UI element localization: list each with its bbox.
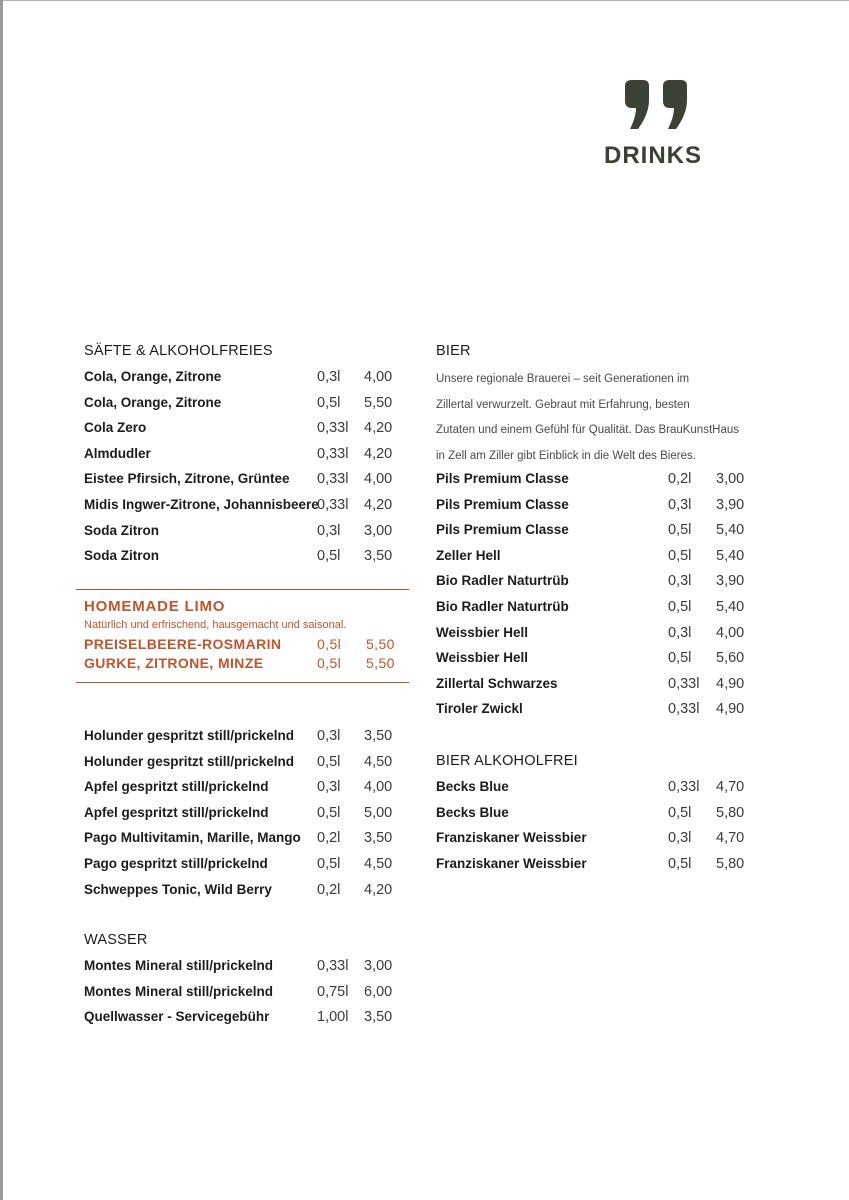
menu-item-size: 0,2l (668, 471, 692, 487)
limo-item (84, 655, 404, 674)
menu-item (436, 469, 766, 495)
limo-item-name: GURKE, ZITRONE, MINZE (84, 655, 264, 671)
bier-intro-line: Zillertal verwurzelt. Gebraut mit Erfahrung, besten (436, 398, 690, 411)
menu-item (436, 520, 766, 546)
menu-item (84, 546, 409, 572)
homemade-limo-box (76, 589, 409, 683)
menu-item (84, 1007, 409, 1033)
menu-item-name: Montes Mineral still/prickelnd (84, 983, 274, 999)
menu-item-price: 4,00 (364, 471, 393, 488)
menu-item-name: Zeller Hell (436, 547, 501, 563)
menu-item-name: Midis Ingwer-Zitrone, Johannisbeere (84, 496, 319, 512)
menu-item-price: 3,00 (364, 958, 393, 974)
menu-item-size: 0,5l (668, 855, 692, 872)
menu-item-name: Pils Premium Classe (436, 522, 569, 538)
menu-item-size: 0,33l (317, 958, 349, 974)
menu-item-size: 0,3l (317, 369, 341, 385)
limo-item-size: 0,5l (317, 655, 342, 671)
menu-item-size: 0,3l (668, 496, 692, 513)
menu-item-name: Cola, Orange, Zitrone (84, 394, 222, 410)
menu-item-name: Franziskaner Weissbier (436, 855, 587, 871)
menu-item-name: Weissbier Hell (436, 624, 529, 640)
menu-item-name: Zillertal Schwarzes (436, 675, 558, 691)
menu-item-name: Weissbier Hell (436, 650, 529, 666)
menu-item-price: 4,00 (716, 624, 745, 641)
menu-item-size: 0,3l (317, 728, 341, 744)
menu-item-name: Cola, Orange, Zitrone (84, 369, 222, 384)
bier-intro-line: Zutaten und einem Gefühl für Qualität. Das BrauKunstHaus (436, 424, 739, 436)
menu-item-price: 5,40 (716, 547, 745, 564)
menu-item-name: Pago gespritzt still/prickelnd (84, 855, 268, 871)
menu-item-size: 0,5l (317, 753, 341, 770)
menu-item-price: 3,50 (364, 1009, 393, 1026)
gespritzt-list (84, 726, 409, 905)
menu-item (84, 880, 409, 906)
menu-item-size: 0,5l (668, 804, 692, 821)
menu-item-size: 0,2l (317, 830, 341, 847)
quote-icon (621, 80, 693, 130)
menu-item (436, 854, 766, 880)
gespritzt-column (84, 726, 409, 905)
menu-item-name: Soda Zitron (84, 548, 159, 564)
limo-item-price: 5,50 (366, 655, 395, 671)
bier-intro-line: in Zell am Ziller gibt Einblick in die Welt des Bieres. (436, 449, 696, 462)
menu-item (436, 699, 766, 725)
menu-item (436, 674, 766, 700)
menu-item (84, 444, 409, 470)
menu-item (436, 777, 766, 803)
page-border-left (0, 0, 3, 1200)
menu-item-name: Cola Zero (84, 420, 147, 436)
menu-item-size: 0,5l (317, 804, 341, 821)
menu-item-size: 0,3l (668, 830, 692, 847)
menu-item-size: 0,3l (668, 624, 692, 641)
menu-item (84, 521, 409, 547)
menu-item-size: 0,3l (317, 522, 341, 539)
menu-item-name: Apfel gespritzt still/prickelnd (84, 779, 269, 795)
section-title-wasser: WASSER (84, 932, 148, 948)
menu-item-price: 4,00 (364, 369, 393, 385)
menu-item-price: 5,00 (364, 804, 393, 821)
menu-item-name: Holunder gespritzt still/prickelnd (84, 753, 295, 769)
menu-item-price: 4,20 (364, 445, 393, 462)
menu-item (436, 648, 766, 674)
menu-item (84, 828, 409, 854)
menu-item-price: 4,00 (364, 779, 393, 796)
menu-item-name: Apfel gespritzt still/prickelnd (84, 804, 269, 820)
saefte-list (84, 367, 409, 572)
menu-item-name: Bio Radler Naturtrüb (436, 598, 569, 614)
menu-item-price: 5,80 (716, 855, 745, 872)
menu-item-name: Schweppes Tonic, Wild Berry (84, 881, 272, 897)
menu-item (436, 495, 766, 521)
menu-item (84, 956, 409, 982)
menu-item (84, 367, 409, 393)
menu-item-size: 0,5l (668, 650, 692, 667)
menu-item-price: 4,20 (364, 881, 393, 898)
limo-item (84, 636, 404, 655)
section-title-bier-alkoholfrei: BIER ALKOHOLFREI (436, 753, 578, 769)
menu-item-price: 4,70 (716, 830, 745, 847)
menu-item-name: Becks Blue (436, 804, 509, 820)
wasser-list (84, 956, 409, 1033)
menu-item-price: 5,40 (716, 598, 745, 615)
menu-item-price: 4,90 (716, 701, 745, 718)
menu-item-price: 3,50 (364, 830, 393, 847)
menu-item-size: 0,5l (317, 394, 341, 411)
menu-item-price: 3,00 (716, 471, 745, 487)
menu-item-name: Montes Mineral still/prickelnd (84, 958, 274, 973)
menu-item-size: 0,33l (668, 779, 700, 795)
menu-item-size: 0,5l (668, 522, 692, 539)
menu-item (436, 571, 766, 597)
menu-item-name: Franziskaner Weissbier (436, 830, 587, 846)
menu-item (436, 597, 766, 623)
section-title-bier: BIER (436, 343, 471, 359)
menu-item-size: 0,33l (317, 496, 349, 513)
bier-alkoholfrei-column (436, 751, 766, 879)
menu-item-name: Almdudler (84, 445, 151, 461)
menu-item-price: 3,00 (364, 522, 393, 539)
menu-item (436, 803, 766, 829)
menu-item-name: Becks Blue (436, 779, 509, 794)
menu-item-price: 4,50 (364, 855, 393, 872)
bier-intro (436, 367, 766, 469)
menu-item-size: 0,5l (317, 548, 341, 565)
menu-item-size: 0,33l (668, 675, 700, 692)
menu-item-size: 0,3l (668, 573, 692, 590)
menu-item-name: Quellwasser - Servicegebühr (84, 1009, 270, 1025)
limo-item-price: 5,50 (366, 636, 395, 652)
menu-item-size: 0,3l (317, 779, 341, 796)
menu-item-price: 4,20 (364, 420, 393, 437)
limo-item-name: PREISELBEERE-ROSMARIN (84, 636, 282, 652)
right-column (436, 341, 766, 725)
menu-item-price: 4,20 (364, 496, 393, 513)
menu-item (84, 726, 409, 752)
menu-item-name: Bio Radler Naturtrüb (436, 573, 569, 589)
menu-item-size: 0,5l (317, 855, 341, 872)
menu-item-name: Tiroler Zwickl (436, 701, 523, 717)
menu-item-name: Holunder gespritzt still/prickelnd (84, 728, 295, 743)
menu-item (84, 803, 409, 829)
menu-item-price: 3,50 (364, 728, 393, 744)
page-title: DRINKS (604, 142, 703, 169)
menu-item-price: 3,90 (716, 573, 745, 590)
menu-item-size: 0,2l (317, 881, 341, 898)
menu-item-name: Eistee Pfirsich, Zitrone, Grüntee (84, 471, 290, 487)
menu-item-price: 4,90 (716, 675, 745, 692)
limo-title: HOMEMADE LIMO (84, 598, 226, 615)
menu-item-price: 5,50 (364, 394, 393, 411)
menu-item-name: Pils Premium Classe (436, 471, 569, 486)
menu-item-size: 0,5l (668, 547, 692, 564)
menu-item (84, 418, 409, 444)
menu-item-size: 1,00l (317, 1009, 349, 1026)
menu-item (84, 854, 409, 880)
menu-item-name: Pils Premium Classe (436, 496, 569, 512)
menu-item (84, 469, 409, 495)
menu-item-name: Pago Multivitamin, Marille, Mango (84, 830, 301, 846)
bier-alkoholfrei-list (436, 777, 766, 879)
menu-item-price: 3,50 (364, 548, 393, 565)
menu-item-size: 0,33l (668, 701, 700, 718)
menu-item-price: 3,90 (716, 496, 745, 513)
menu-item-size: 0,33l (317, 420, 349, 437)
menu-item-size: 0,75l (317, 983, 349, 1000)
menu-item (84, 982, 409, 1008)
menu-item-size: 0,5l (668, 598, 692, 615)
menu-item-price: 6,00 (364, 983, 393, 1000)
menu-item-price: 4,50 (364, 753, 393, 770)
menu-item-price: 4,70 (716, 779, 745, 795)
menu-item (436, 828, 766, 854)
page-border-top (0, 0, 849, 1)
menu-item-price: 5,60 (716, 650, 745, 667)
menu-item-name: Soda Zitron (84, 522, 159, 538)
bier-intro-line: Unsere regionale Brauerei – seit Generationen im (436, 373, 690, 385)
wasser-column (84, 930, 409, 1033)
section-title-saefte: SÄFTE & ALKOHOLFREIES (84, 343, 273, 359)
bier-list (436, 469, 766, 725)
left-column (84, 341, 409, 572)
menu-item (84, 752, 409, 778)
limo-subtitle: Natürlich und erfrischend, hausgemacht und saisonal. (84, 619, 347, 631)
menu-item (436, 623, 766, 649)
menu-item-size: 0,33l (317, 471, 349, 488)
menu-item (84, 393, 409, 419)
menu-item (84, 495, 409, 521)
menu-item (436, 546, 766, 572)
menu-item (84, 777, 409, 803)
menu-item-price: 5,80 (716, 804, 745, 821)
menu-item-price: 5,40 (716, 522, 745, 539)
menu-item-size: 0,33l (317, 445, 349, 462)
limo-item-size: 0,5l (317, 636, 342, 652)
